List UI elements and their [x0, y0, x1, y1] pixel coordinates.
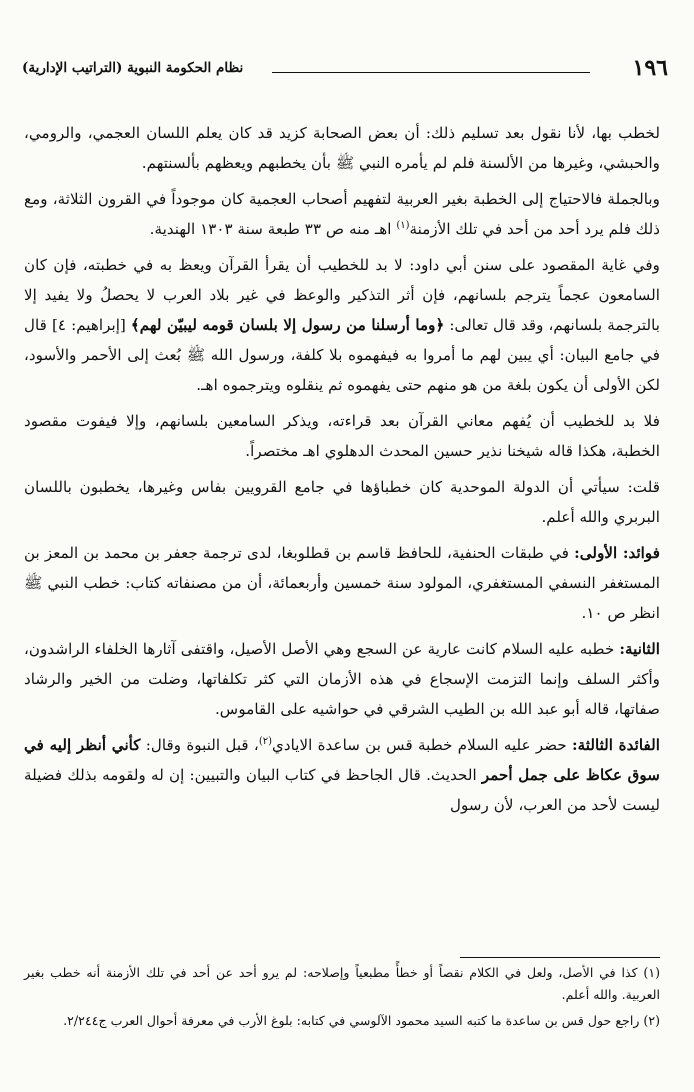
footnote-divider	[460, 957, 660, 958]
main-text	[24, 118, 660, 826]
paragraph-3	[24, 250, 660, 400]
paragraph-4	[24, 406, 660, 466]
footnote-ref-2[interactable]: (٢)	[258, 735, 272, 747]
header-rule	[272, 72, 590, 73]
paragraph-text: وفي غاية المقصود على سنن أبي داود: لا بد للخطيب أن يقرأ القرآن ويعظ به في خطبته، فإن كان السامعون عجماً يترجم بلسانهم، فإن أثر التذكير والوعظ في غير بلاد العرب لا يحصلُ ولا يفيد إلا بالترجمة بلسانهم، وقد قال تعالى:	[24, 256, 660, 334]
footnote-ref-1[interactable]: (١)	[396, 219, 410, 231]
page-number: ١٩٦	[632, 55, 668, 81]
section-label: فوائد: الأولى:	[574, 544, 660, 562]
paragraph-text: الحديث. قال الجاحظ في كتاب البيان والتبيين: إن له ولقومه بذلك فضيلة ليست لأحد من العرب، لأن رسول	[24, 766, 660, 814]
quran-quote: ﴿وما أرسلنا من رسول إلا بلسان قومه ليبيّن لهم﴾	[130, 316, 445, 334]
footnote-2: (٢) راجع حول قس بن ساعدة ما كتبه السيد محمود الآلوسي في كتابه: بلوغ الأرب في معرفة أحوال العرب ج٢/٢٤٤.	[63, 1013, 660, 1028]
paragraph-7	[24, 634, 660, 724]
paragraph-text: في طبقات الحنفية، للحافظ قاسم بن قطلوبغا، لدى ترجمة جعفر بن محمد بن المعز بن المستغفر النسفي المستغفري، المولود سنة خمسين وأربعمائة، أن من مصنفاته كتاب: خطب النبي ﷺ انظر ص ١٠.	[24, 544, 660, 622]
paragraph-text: اهـ منه ص ٣٣ طبعة سنة ١٣٠٣ الهندية.	[149, 220, 397, 238]
paragraph-text: فلا بد للخطيب أن يُفهم معاني القرآن بعد قراءته، ويذكر السامعين بلسانهم، وإلا فيفوت مقصود الخطبة، هكذا قاله شيخنا نذير حسين المحدث الدهلوي اهـ مختصراً.	[24, 412, 660, 460]
paragraph-8	[24, 730, 660, 820]
paragraph-text: قلت: سيأتي أن الدولة الموحدية كان خطباؤها في جامع القرويين بفاس وغيرها، يخطبون باللسان البربري والله أعلم.	[24, 478, 660, 526]
footnotes	[24, 962, 660, 1036]
paragraph-text: خطبه عليه السلام كانت عارية عن السجع وهي الأصل الأصيل، واقتفى آثارها الخلفاء الراشدون، وأكثر السلف وإنما التزمت الإسجاع في هذه الأزمان التي كثر تكلفاتها، وضلت من الخير والرشاد صفاتها، قاله أبو عبد الله بن الطيب الشرقي في حواشيه على القاموس.	[24, 640, 660, 718]
section-label: الثانية:	[619, 640, 660, 658]
paragraph-5	[24, 472, 660, 532]
paragraph-text: وبالجملة فالاحتياج إلى الخطبة بغير العربية لتفهيم أصحاب العجمية كان موجوداً في القرون الثلاثة، ومع ذلك فلم يرد أحد من أحد في تلك الأزمنة	[24, 190, 660, 238]
footnote-1: (١) كذا في الأصل، ولعل في الكلام نقصاً أو خطأً مطبعياً وإصلاحه: لم يرو أحد عن أحد في تلك الأزمنة أنه خطب بغير العربية. والله أعلم.	[24, 965, 660, 1002]
paragraph-text: لخطب بها، لأنا نقول بعد تسليم ذلك: أن بعض الصحابة كزيد قد كان يعلم اللسان العجمي، والرومي، والحبشي، وغيرها من الألسنة فلم لم يأمره النبي ﷺ بأن يخطبهم ويعظهم بألسنتهم.	[24, 124, 660, 172]
paragraph-text: ، قبل النبوة وقال:	[140, 736, 259, 754]
running-header	[22, 54, 668, 84]
paragraph-text: حضر عليه السلام خطبة قس بن ساعدة الايادي	[272, 736, 572, 754]
paragraph-text: [إبراهيم: ٤] قال في جامع البيان: أي يبين لهم ما أمروا به فيفهموه بلا كلفة، ورسول الله ﷺ بُعث إلى الأحمر والأسود، لكن الأولى أن يكون بلغة من هو منهم حتى يفهموه ثم ينقلوه ويترجموه اهـ.	[24, 316, 660, 394]
section-label: الفائدة الثالثة:	[572, 736, 660, 754]
paragraph-6	[24, 538, 660, 628]
hadith-quote: كأني أنظر إليه في سوق عكاظ على جمل أحمر	[24, 736, 660, 784]
running-title: نظام الحكومة النبوية (التراتيب الإدارية)	[22, 60, 244, 76]
paragraph-2	[24, 184, 660, 244]
paragraph-1	[24, 118, 660, 178]
